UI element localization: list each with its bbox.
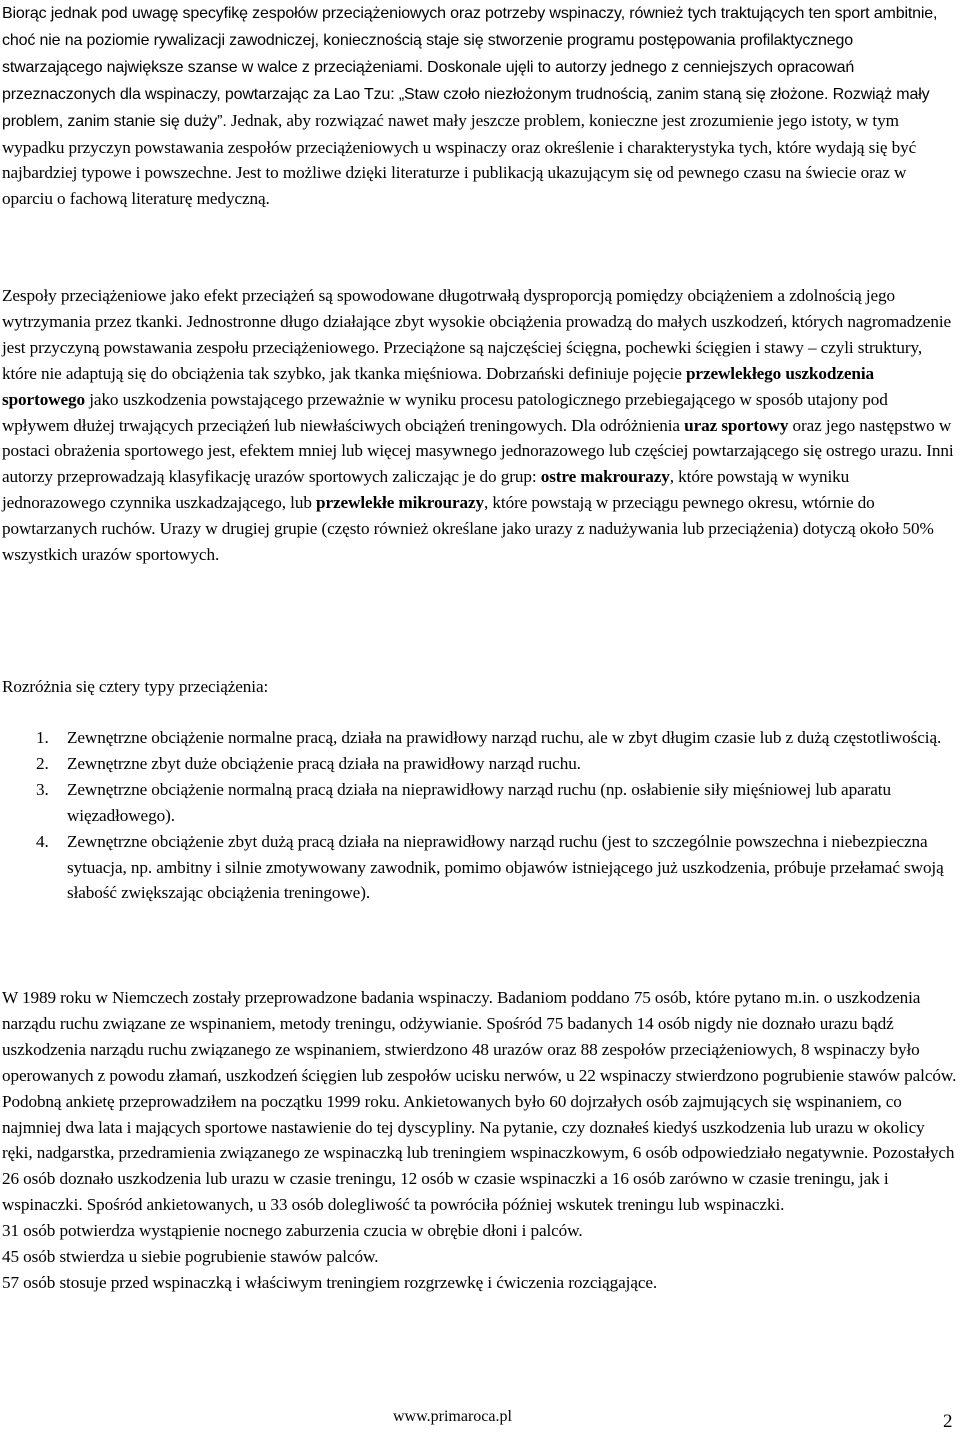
- list-item-number: 4.: [36, 831, 49, 851]
- list-item-number: 1.: [36, 728, 49, 747]
- list-item-text: Zewnętrzne obciążenie zbyt dużą pracą działa na nieprawidłowy narząd ruchu (jest to szczególnie powszechna i niebezpieczna sytuacja, np. ambitny i silnie zmotywowany zawodnik, pomimo objawów istniejącego już uszkodzenia, próbuje przełamać swoją słabość zwiększając obciążenia treningowe).: [67, 831, 944, 903]
- term-chronic-microtrauma: przewlekłe mikrourazy: [316, 493, 485, 513]
- term-chronic-sports-injury: przewlekłego uszkodzenia sportowego: [2, 363, 875, 409]
- list-item-text: Zewnętrzne obciążenie normalną pracą działa na nieprawidłowy narząd ruchu (np. osłabienie siły mięśniowej lub aparatu więzadłowego).: [67, 779, 891, 825]
- survey-finding-line: 57 osób stosuje przed wspinaczką i właściwym treningiem rozgrzewkę i ćwiczenia rozciągające.: [2, 1272, 658, 1292]
- paragraph-intro-tail: Jednak, aby rozwiązać nawet mały jeszcze problem, konieczne jest zrozumienie jego istoty, w tym wypadku przyczyn powstawania zespołów przeciążeniowych u wspinaczy oraz określenie i charakterystyka tych, które wydają się być najbardziej typowe i powszechne. Jest to możliwe dzięki literaturze i publikacją ukazującym się od pewnego czasu na świecie oraz w oparciu o fachową literaturę medyczną.: [2, 110, 917, 209]
- paragraph-survey: [2, 985, 957, 1296]
- list-item-text: Zewnętrzne obciążenie normalne pracą, działa na prawidłowy narząd ruchu, ale w zbyt długim czasie lub z dużą częstotliwością.: [67, 728, 942, 747]
- paragraph-definitions-text-5: , które powstają w przeciągu pewnego okresu, wtórnie do powtarzanych ruchów. Urazy w drugiej grupie (często również określane jako urazy z nadużywania lub przeciążenia) dotyczą około 50% wszystkich urazów sportowych.: [2, 493, 934, 565]
- paragraph-intro: [2, 0, 957, 212]
- page-number: 2: [943, 1411, 953, 1432]
- list-item: [2, 725, 957, 751]
- paragraph-definitions-text-3: oraz jego następstwo w postaci obrażenia sportowego jest, efektem mniej lub więcej masywnego jednorazowego lub częściej powtarzającego się ostrego urazu. Inni autorzy przeprowadzają klasyfikację urazów sportowych zaliczając je do grup:: [2, 415, 954, 487]
- paragraph-definitions: [2, 283, 957, 568]
- list-item: [2, 829, 957, 907]
- survey-finding-line: 45 osób stwierdza u siebie pogrubienie stawów palców.: [2, 1247, 379, 1267]
- paragraph-definitions-text-1: Zespoły przeciążeniowe jako efekt przeciążeń są spowodowane długotrwałą dysproporcją pomiędzy obciążeniem a zdolnością jego wytrzymania przez tkanki. Jednostronne długo działające zbyt wysokie obciążenia prowadzą do małych uszkodzeń, których nagromadzenie jest przyczyną powstawania zespołu przeciążeniowego. Przeciążone są najczęściej ścięgna, pochewki ścięgien i stawy – czyli struktury, które nie adaptują się do obciążenia tak szybko, jak tkanka mięśniowa. Dobrzański definiuje pojęcie: [2, 286, 952, 383]
- term-acute-macrotrauma: ostre makrourazy: [540, 467, 670, 487]
- paragraph-list-intro: Rozróżnia się cztery typy przeciążenia:: [2, 677, 269, 696]
- paragraph-survey-text: W 1989 roku w Niemczech zostały przeprowadzone badania wspinaczy. Badaniom poddano 75 osób, które pytano m.in. o uszkodzenia narządu ruchu związane ze wspinaniem, metody treningu, odżywianie. Spośród 75 badanych 14 osób nigdy nie doznało urazu bądź uszkodzenia narządu ruchu związanego ze wspinaniem, stwierdzono 48 urazów oraz 88 zespołów przeciążeniowych, 8 wspinaczy było operowanych z powodu złamań, uszkodzeń ścięgien lub zespołów ucisku nerwów, u 22 wspinaczy stwierdzono pogrubienie stawów palców. Podobną ankietę przeprowadziłem na początku 1999 roku. Ankietowanych było 60 dojrzałych osób zajmujących się wspinaniem, co najmniej dwa lata i mających sportowe nastawienie do tej dyscypliny. Na pytanie, czy doznałeś kiedyś uszkodzenia lub urazu w okolicy ręki, nadgarstka, przedramienia związanego ze wspinaczką lub treningiem wspinaczkowym, 6 osób odpowiedziało negatywnie. Pozostałych 26 osób doznało uszkodzenia lub urazu w czasie treningu, 12 osób w czasie wspinaczki a 16 osób zarówno w czasie treningu, jak i wspinaczki. Spośród ankietowanych, u 33 osób dolegliwość ta powróciła później wskutek treningu lub wspinaczki.: [2, 988, 957, 1215]
- footer-url: www.primaroca.pl: [393, 1408, 512, 1425]
- paragraph-intro-sans-lead: Biorąc jednak pod uwagę specyfikę zespołów przeciążeniowych oraz potrzeby wspinaczy, również tych traktujących ten sport ambitnie, choć nie na poziomie rywalizacji zawodniczej, koniecznością staje się stworzenie programu postępowania profilaktycznego stwarzającego największe szanse w walce z przeciążeniami.: [2, 5, 938, 76]
- list-item-number: 3.: [36, 779, 49, 799]
- list-item-text: Zewnętrzne zbyt duże obciążenie pracą działa na prawidłowy narząd ruchu.: [67, 753, 581, 773]
- overload-types-list: [2, 725, 957, 906]
- term-sports-injury: uraz sportowy: [684, 415, 789, 435]
- paragraph-definitions-text-2: jako uszkodzenia powstającego przeważnie w wyniku procesu patologicznego przebiegającego w sposób utajony pod wpływem dłużej trwających przeciążeń lub niewłaściwych obciążeń treningowych. Dla odróżnienia: [2, 389, 888, 435]
- survey-finding-line: 31 osób potwierdza wystąpienie nocnego zaburzenia czucia w obrębie dłoni i palców.: [2, 1221, 583, 1241]
- list-item: [2, 751, 957, 777]
- list-item: [2, 777, 957, 829]
- paragraph-definitions-text-4: , które powstają w wyniku jednorazowego czynnika uszkadzającego, lub: [2, 467, 850, 513]
- paragraph-intro-quote: Doskonale ujęli to autorzy jednego z cenniejszych opracowań przeznaczonych dla wspinaczy, powtarzając za Lao Tzu: „Staw czoło niezłożonym trudnością, zanim staną się złożone. Rozwiąż mały problem, zanim stanie się duży”.: [2, 58, 930, 130]
- list-item-number: 2.: [36, 753, 49, 773]
